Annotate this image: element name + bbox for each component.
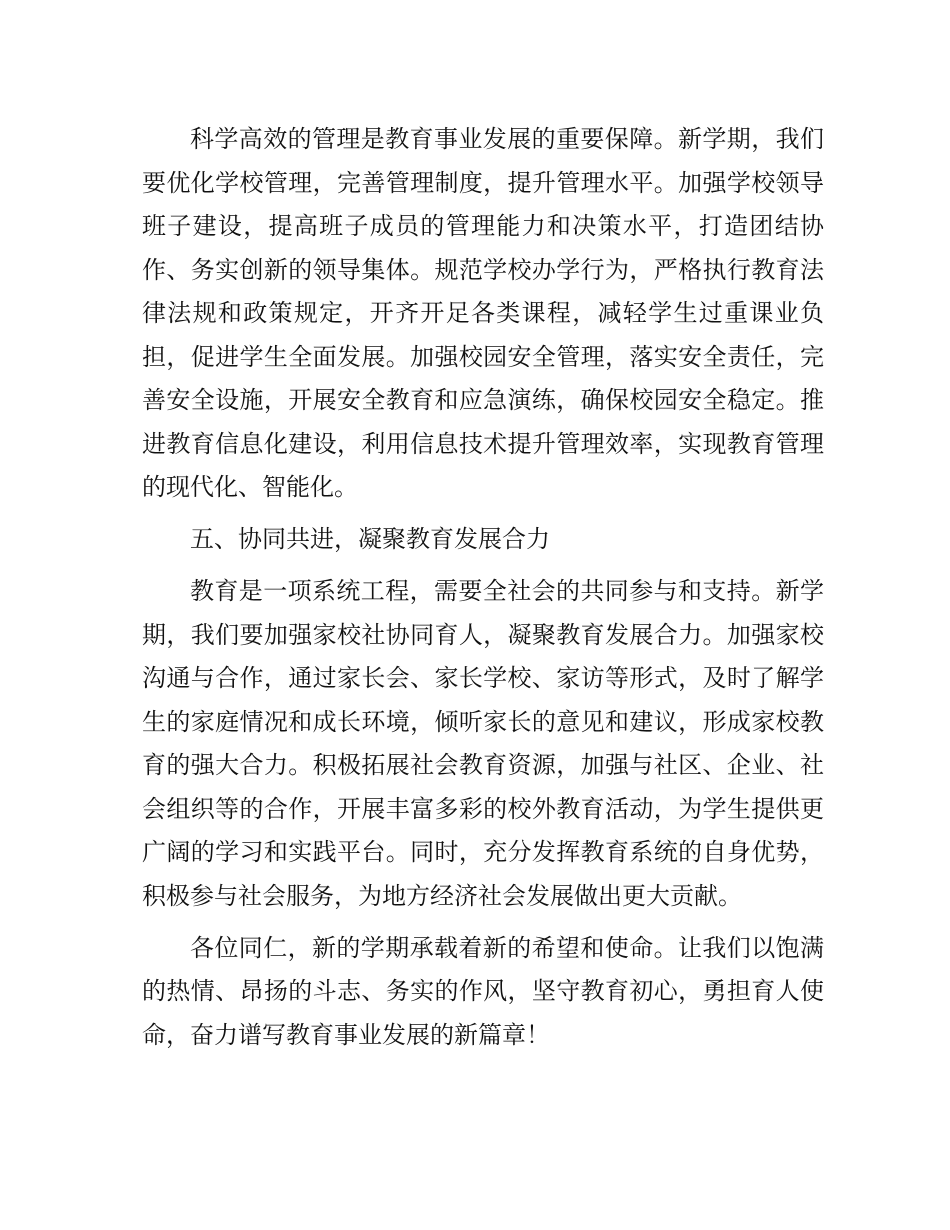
paragraph-collaboration: 教育是一项系统工程，需要全社会的共同参与和支持。新学期，我们要加强家校社协同育人，凝聚教育发展合力。加强家校沟通与合作，通过家长会、家长学校、家访等形式，及时了解学生的家庭情况和成长环境，倾听家长的意见和建议，形成家校教育的强大合力。积极拓展社会教育资源，加强与社区、企业、社会组织等的合作，开展丰富多彩的校外教育活动，为学生提供更广阔的学习和实践平台。同时，充分发挥教育系统的自身优势，积极参与社会服务，为地方经济社会发展做出更大贡献。 [142, 577, 824, 910]
section-heading-five: 五、协同共进，凝聚教育发展合力 [190, 525, 550, 553]
paragraph-closing: 各位同仁，新的学期承载着新的希望和使命。让我们以饱满的热情、昂扬的斗志、务实的作风，坚守教育初心，勇担育人使命，奋力谱写教育事业发展的新篇章！ [142, 933, 824, 1049]
paragraph-management: 科学高效的管理是教育事业发展的重要保障。新学期，我们要优化学校管理，完善管理制度，提升管理水平。加强学校领导班子建设，提高班子成员的管理能力和决策水平，打造团结协作、务实创新的领导集体。规范学校办学行为，严格执行教育法律法规和政策规定，开齐开足各类课程，减轻学生过重课业负担，促进学生全面发展。加强校园安全管理，落实安全责任，完善安全设施，开展安全教育和应急演练，确保校园安全稳定。推进教育信息化建设，利用信息技术提升管理效率，实现教育管理的现代化、智能化。 [142, 125, 824, 501]
document-body [142, 118, 824, 1066]
